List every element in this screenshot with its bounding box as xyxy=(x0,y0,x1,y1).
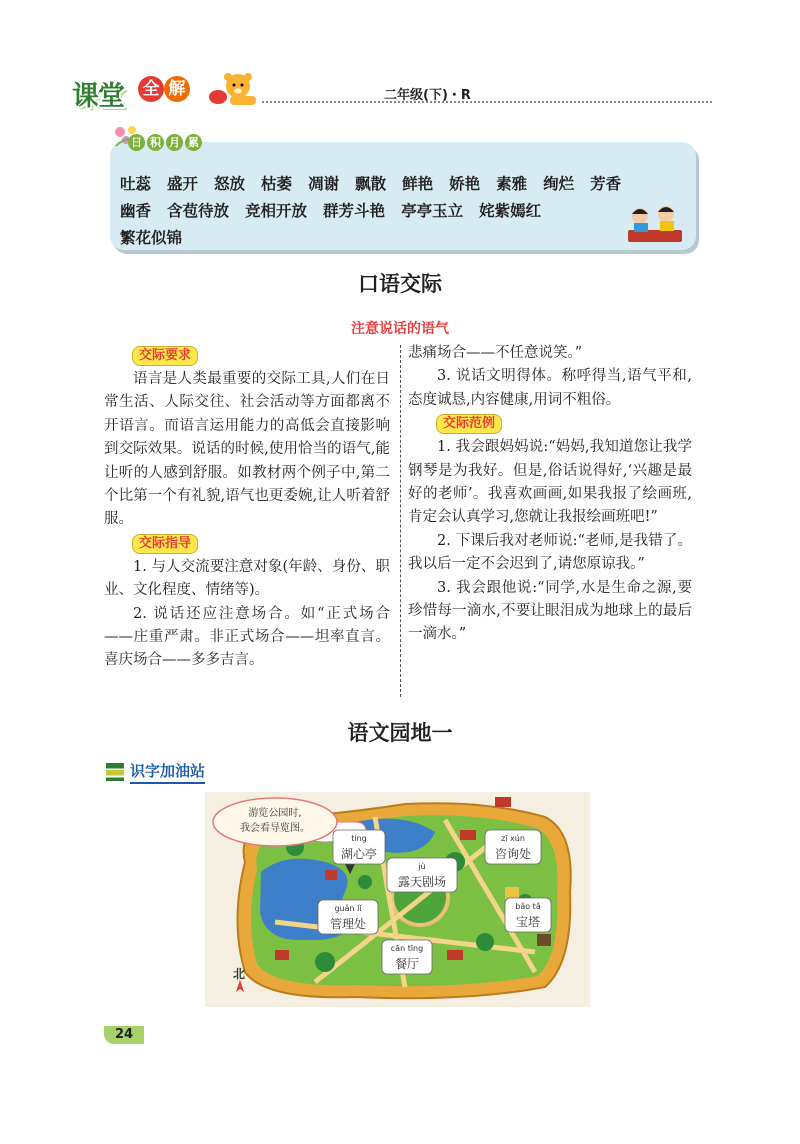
word-item: 凋谢 xyxy=(308,174,340,193)
badge-char: 月 xyxy=(166,134,183,151)
requirements-text: 语言是人类最重要的交际工具,人们在日常生活、人际交往、社会活动等方面都离不开语言。而语言运用能力的高低会直接影响到交际效果。说话的时候,使用恰当的语气,能让听的人感到舒服。如教材两个例子中,第二个比第一个有礼貌,语气也更委婉,让人听着舒服。 xyxy=(104,371,390,528)
word-item: 吐蕊 xyxy=(120,174,152,193)
place-name: 宝塔 xyxy=(515,915,541,929)
example-3: 3. 我会跟他说:“同学,水是生命之源,要珍惜每一滴水,不要让眼泪成为地球上的最后一滴水。” xyxy=(408,579,692,643)
place-pinyin: jù xyxy=(418,862,426,871)
guidance-item-3: 3. 说话文明得体。称呼得当,语气平和,态度诚恳,内容健康,用词不粗俗。 xyxy=(408,368,692,408)
header-divider xyxy=(262,101,712,103)
children-reading-illustration xyxy=(624,200,686,244)
word-item: 飘散 xyxy=(355,174,387,193)
left-column xyxy=(104,344,390,673)
word-item: 群芳斗艳 xyxy=(323,201,386,220)
place-pinyin: tíng xyxy=(351,834,367,843)
guidance-item-2: 2. 说话还应注意场合。如“正式场合——庄重严肃。非正式场合——坦率直言。喜庆场合——多多吉言。 xyxy=(104,605,390,669)
tag-requirements: 交际要求 xyxy=(132,346,198,366)
garden-title: 语文园地一 xyxy=(347,720,453,745)
bubble-line-2: 我会看导览图。 xyxy=(240,823,310,834)
word-item: 亭亭玉立 xyxy=(401,201,464,220)
word-item: 繁花似锦 xyxy=(120,228,183,247)
place-pinyin: cān tīng xyxy=(390,944,424,953)
place-name: 管理处 xyxy=(329,917,367,931)
place-name: 咨询处 xyxy=(494,847,532,861)
word-item: 姹紫嫣红 xyxy=(479,201,542,220)
word-item: 素雅 xyxy=(496,174,528,193)
word-item: 娇艳 xyxy=(449,174,481,193)
page-number: 24 xyxy=(104,1026,144,1044)
bear-mascot-icon xyxy=(208,72,258,106)
tag-examples: 交际范例 xyxy=(436,414,502,434)
example-1: 1. 我会跟妈妈说:“妈妈,我知道您让我学钢琴是为我好。但是,俗话说得好,‘兴趣是最好的老师’。我喜欢画画,如果我报了绘画班,肯定会认真学习,您就让我报绘画班吧!” xyxy=(408,439,692,526)
brand-text: 课堂 xyxy=(72,81,124,112)
word-item: 鲜艳 xyxy=(402,174,434,193)
section-label: 识字加油站 xyxy=(130,760,205,784)
brand-circle-quan: 全 xyxy=(138,76,164,102)
place-name: 露天剧场 xyxy=(397,875,447,889)
word-item: 芳香 xyxy=(590,174,622,193)
word-list xyxy=(120,170,680,251)
word-item: 绚烂 xyxy=(543,174,575,193)
oral-title: 口语交际 xyxy=(358,271,442,296)
badge-char: 日 xyxy=(128,134,145,151)
example-2: 2. 下课后我对老师说:“老师,是我错了。我以后一定不会迟到了,请您原谅我。” xyxy=(408,532,692,573)
tag-guidance: 交际指导 xyxy=(132,534,198,554)
place-pinyin: bǎo tǎ xyxy=(515,902,541,911)
north-label: 北 xyxy=(232,967,246,981)
word-item: 盛开 xyxy=(167,174,199,193)
literacy-section-tag xyxy=(106,760,205,784)
place-pinyin: guǎn lǐ xyxy=(334,904,362,913)
badge-char: 累 xyxy=(185,134,202,151)
guidance-item-1: 1. 与人交流要注意对象(年龄、身份、职业、文化程度、情绪等)。 xyxy=(104,558,390,599)
right-column xyxy=(408,342,692,647)
place-name: 湖心亭 xyxy=(340,847,378,861)
place-pinyin: zī xún xyxy=(501,834,525,843)
oral-subtitle: 注意说话的语气 xyxy=(351,321,449,337)
park-map xyxy=(205,792,590,1007)
guidance-continued: 悲痛场合——不任意说笑。” xyxy=(408,345,583,361)
badge-char: 积 xyxy=(147,134,164,151)
word-item: 怒放 xyxy=(214,174,246,193)
word-item: 幽香 xyxy=(120,201,152,220)
stripe-icon xyxy=(106,763,124,781)
brand-circle-jie: 解 xyxy=(164,76,190,102)
word-item: 竞相开放 xyxy=(245,201,308,220)
bubble-line-1: 游览公园时, xyxy=(248,808,302,819)
grade-label: 二年级(下)・R xyxy=(384,88,471,103)
word-item: 枯萎 xyxy=(261,174,293,193)
place-name: 餐厅 xyxy=(394,957,420,971)
column-divider xyxy=(400,345,401,697)
accumulation-badge xyxy=(128,134,202,151)
word-item: 含苞待放 xyxy=(167,201,230,220)
